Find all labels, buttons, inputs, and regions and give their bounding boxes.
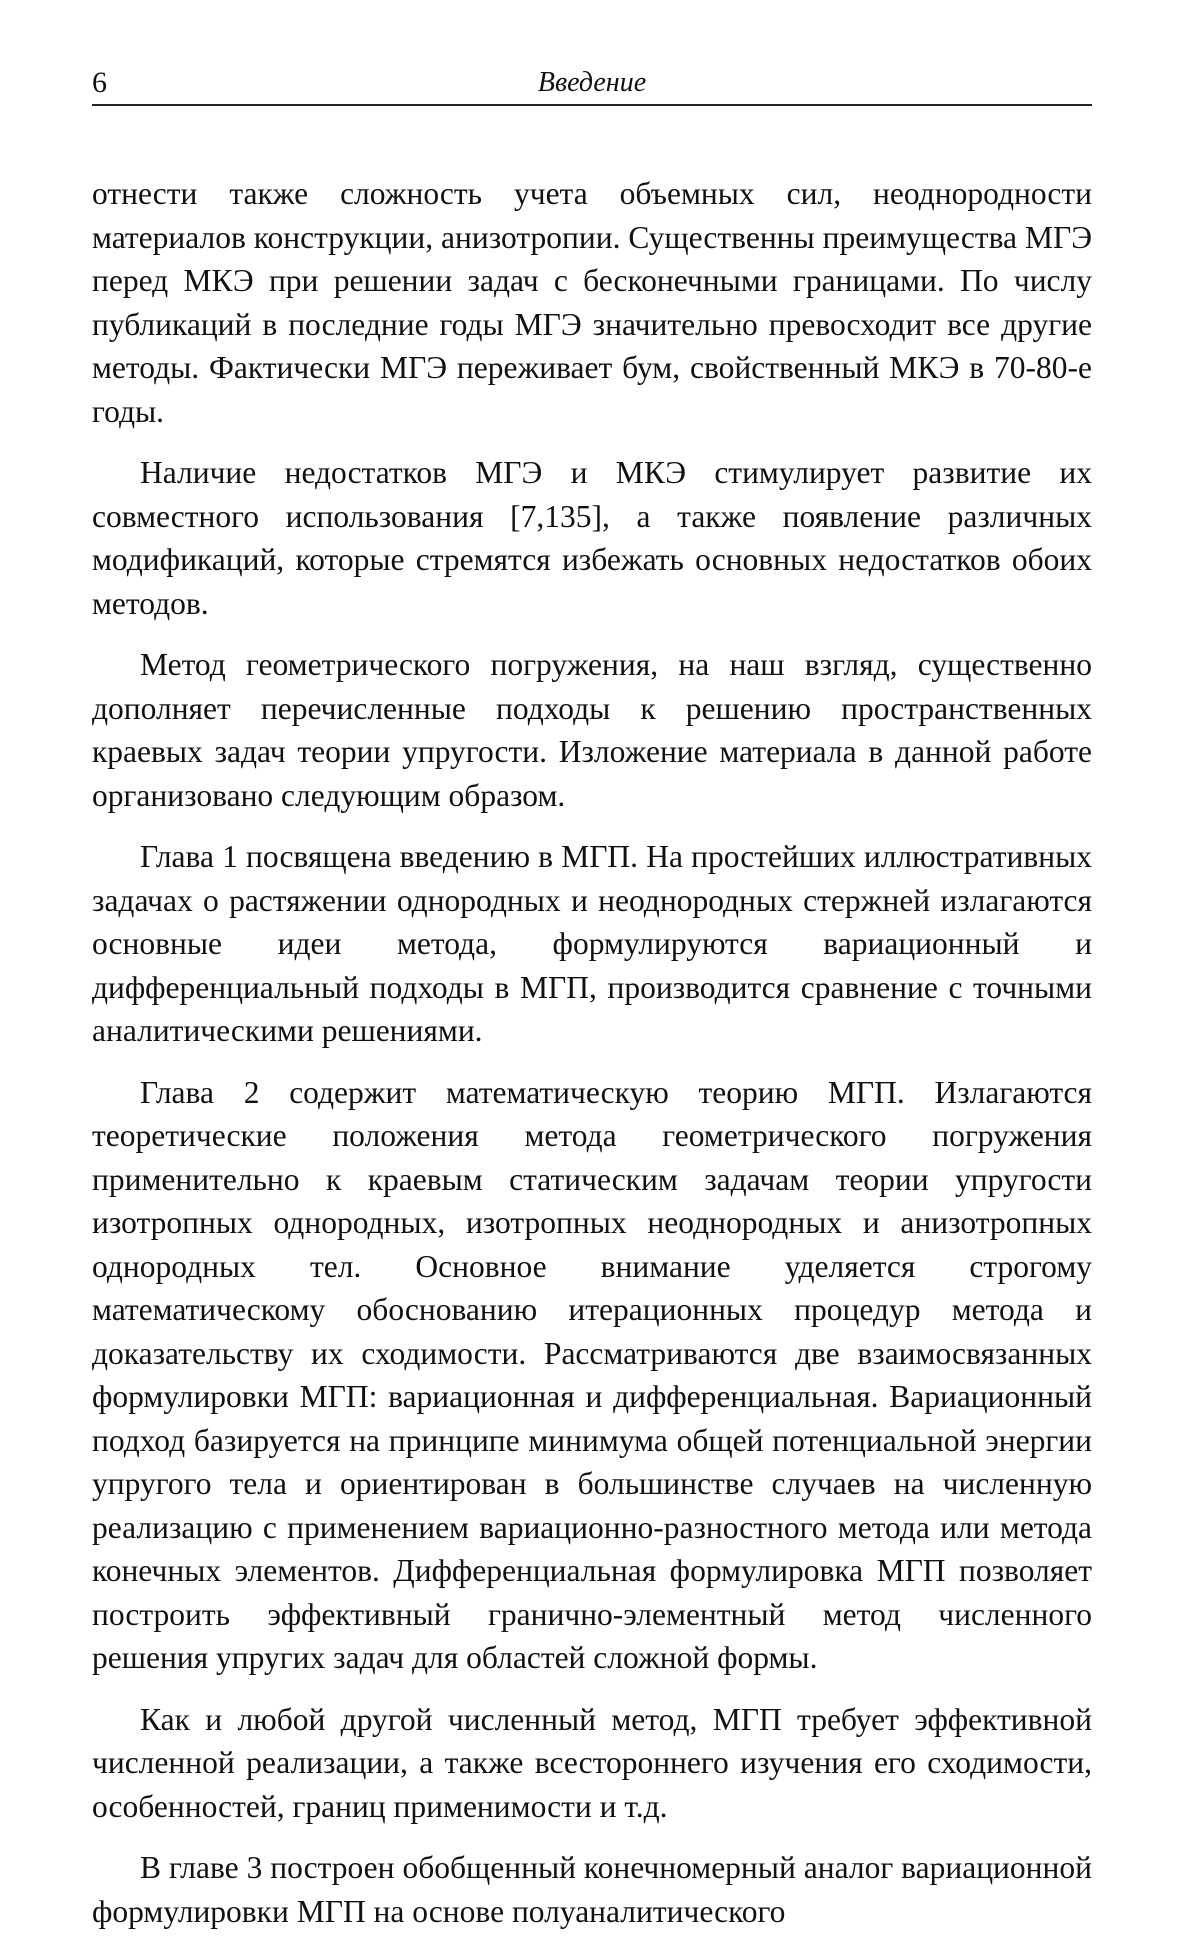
page-header [92,66,1092,102]
paragraph: Метод геометрического погружения, на наш взгляд, существенно дополняет перечисленные подходы к решению пространственных краевых задач теории упругости. Изложение материала в данной работе организовано следующим образом. [92,647,1092,813]
body-text [92,172,1092,1951]
paragraph: Как и любой другой численный метод, МГП требует эффективной численной реализации, а также всестороннего изучения его сходимости, особенностей, границ применимости и т.д. [92,1701,1092,1824]
paragraph-continuation: отнести также сложность учета объемных сил, неоднородности материалов конструкции, анизотропии. Существенны преимущества МГЭ перед МКЭ при решении задач с бесконечными границами. По числу публикаций в последние годы МГЭ значительно превосходит все другие методы. Фактически МГЭ переживает бум, свойственный МКЭ в 70-80-е годы. [92,176,1092,429]
paragraph-chapter-1: Глава 1 посвящена введению в МГП. На простейших иллюстративных задачах о растяжении однородных и неоднородных стержней излагаются основные идеи метода, формулируются вариационный и дифференциальный подходы в МГП, производится сравнение с точными аналитическими решениями. [92,839,1092,1048]
paragraph: Наличие недостатков МГЭ и МКЭ стимулирует развитие их совместного использования [7,135], а также появление различных модификаций, которые стремятся избежать основных недостатков обоих методов. [92,455,1092,621]
header-rule [92,104,1092,106]
page-number: 6 [92,66,107,99]
paragraph-chapter-3: В главе 3 построен обобщенный конечномерный аналог вариационной формулировки МГП на основе полуаналитического [92,1850,1092,1929]
running-title: Введение [537,67,647,98]
paragraph-chapter-2: Глава 2 содержит математическую теорию МГП. Излагаются теоретические положения метода геометрического погружения применительно к краевым статическим задачам теории упругости изотропных однородных, изотропных неоднородных и анизотропных однородных тел. Основное внимание уделяется строгому математическому обоснованию итерационных процедур метода и доказательству их сходимости. Рассматриваются две взаимосвязанных формулировки МГП: вариационная и дифференциальная. Вариационный подход базируется на принципе минимума общей потенциальной энергии упругого тела и ориентирован в большинстве случаев на численную реализацию с применением вариационно-разностного метода или метода конечных элементов. Дифференциальная формулировка МГП позволяет построить эффективный гранично-элементный метод численного решения упругих задач для областей сложной формы. [92,1074,1092,1675]
